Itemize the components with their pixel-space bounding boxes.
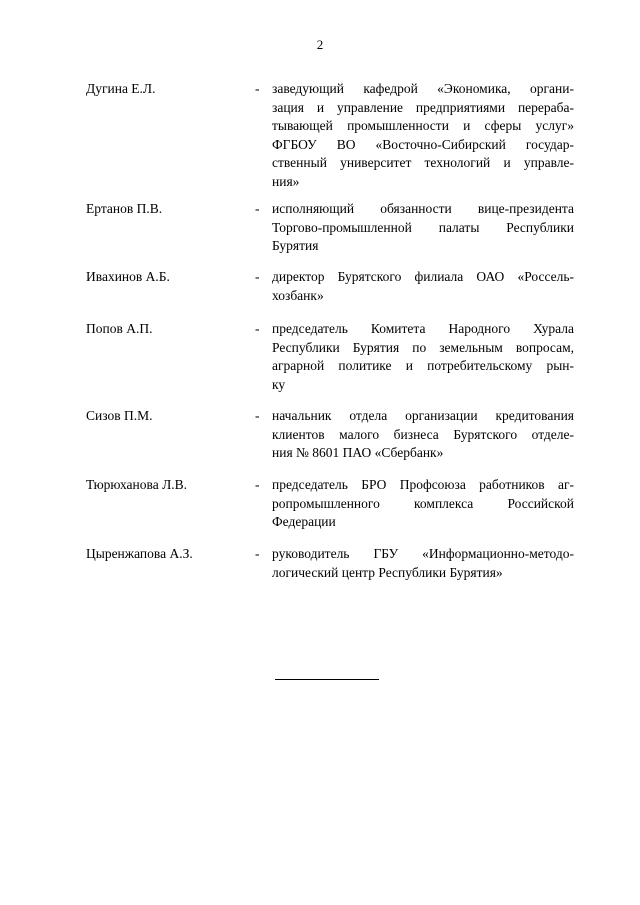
position-line: заведующий кафедрой «Экономика, органи- xyxy=(272,81,574,96)
position-line: руководитель ГБУ «Информационно-методо- xyxy=(272,546,574,561)
member-position xyxy=(272,545,574,582)
position-line: Торгово-промышленной палаты Республики xyxy=(272,219,574,235)
position-line: директор Бурятского филиала ОАО «Россель- xyxy=(272,269,574,284)
closing-rule xyxy=(275,679,379,680)
dash-separator: - xyxy=(255,477,260,492)
member-name: Цыренжапова А.З. xyxy=(86,546,193,561)
dash-separator: - xyxy=(255,81,260,96)
dash-separator: - xyxy=(255,321,260,336)
position-line: ственный университет технологий и управле- xyxy=(272,155,574,170)
position-line: ния» xyxy=(272,173,300,189)
member-name: Ивахинов А.Б. xyxy=(86,269,170,284)
page-number: 2 xyxy=(316,37,324,52)
member-name: Сизов П.М. xyxy=(86,408,153,423)
position-line: тывающей промышленности и сферы услуг» xyxy=(272,118,574,133)
position-line: зация и управление предприятиями перераба- xyxy=(272,99,574,115)
dash-separator: - xyxy=(255,201,260,216)
position-line: Республики Бурятия по земельным вопросам, xyxy=(272,339,574,355)
member-position xyxy=(272,200,574,256)
member-name: Дугина Е.Л. xyxy=(86,81,156,96)
member-position xyxy=(272,320,574,394)
position-line: логический центр Республики Бурятия» xyxy=(272,564,503,580)
position-line: исполняющий обязанности вице-президента xyxy=(272,201,574,216)
position-line: начальник отдела организации кредитования xyxy=(272,408,574,423)
position-line: председатель Комитета Народного Хурала xyxy=(272,321,574,336)
position-line: аграрной политике и потребительскому рын- xyxy=(272,358,574,373)
dash-separator: - xyxy=(255,269,260,284)
dash-separator: - xyxy=(255,408,260,423)
position-line: клиентов малого бизнеса Бурятского отделе- xyxy=(272,426,574,442)
member-position xyxy=(272,268,574,305)
member-position xyxy=(272,80,574,191)
position-line: ку xyxy=(272,376,286,392)
member-name: Попов А.П. xyxy=(86,321,153,336)
position-line: Бурятия xyxy=(272,238,319,253)
member-position xyxy=(272,407,574,463)
position-line: хозбанк» xyxy=(272,287,324,303)
position-line: ропромышленного комплекса Российской xyxy=(272,495,574,511)
member-name: Тюрюханова Л.В. xyxy=(86,477,187,492)
position-line: Федерации xyxy=(272,514,336,529)
dash-separator: - xyxy=(255,546,260,561)
member-name: Ертанов П.В. xyxy=(86,201,163,216)
position-line: ФГБОУ ВО «Восточно-Сибирский государ- xyxy=(272,136,574,152)
position-line: ния № 8601 ПАО «Сбербанк» xyxy=(272,445,444,460)
member-position xyxy=(272,476,574,532)
position-line: председатель БРО Профсоюза работников аг- xyxy=(272,477,574,492)
